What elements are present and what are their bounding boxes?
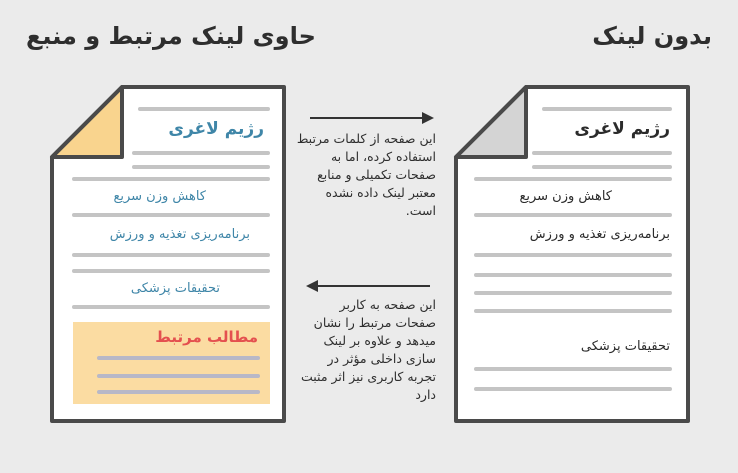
plain-item-1: کاهش وزن سریع xyxy=(519,189,612,204)
page-fold-corner xyxy=(456,87,526,157)
text-line xyxy=(474,387,672,391)
plain-item-2: برنامه‌ریزی تغذیه و ورزش xyxy=(529,227,670,242)
text-line xyxy=(474,309,672,313)
text-line xyxy=(138,107,270,111)
text-line xyxy=(72,213,270,217)
text-line xyxy=(542,107,672,111)
document-without-links xyxy=(452,85,692,425)
related-link-line[interactable] xyxy=(97,374,260,378)
plain-item-3: تحقیقات پزشکی xyxy=(580,339,670,354)
text-line xyxy=(132,151,270,155)
link-item-2[interactable]: برنامه‌ریزی تغذیه و ورزش xyxy=(109,227,250,242)
link-item-3[interactable]: تحقیقات پزشکی xyxy=(130,281,220,296)
page-fold-corner xyxy=(52,87,122,157)
related-posts-box xyxy=(73,322,270,404)
text-line xyxy=(532,151,672,155)
related-link-line[interactable] xyxy=(97,356,260,360)
doc-title: رژیم لاغری xyxy=(574,119,670,139)
doc-title: رژیم لاغری xyxy=(168,119,264,139)
text-line xyxy=(474,273,672,277)
text-line xyxy=(532,165,672,169)
text-line xyxy=(474,177,672,181)
text-line xyxy=(72,177,270,181)
arrow-right-icon xyxy=(308,110,436,126)
text-line xyxy=(132,165,270,169)
text-line xyxy=(474,291,672,295)
text-line xyxy=(474,253,672,257)
arrow-left-icon xyxy=(304,278,432,294)
text-line xyxy=(72,253,270,257)
related-posts-title[interactable]: مطالب مرتبط xyxy=(155,328,258,346)
related-link-line[interactable] xyxy=(97,390,260,394)
text-line xyxy=(72,305,270,309)
note-without-links: این صفحه از کلمات مرتبط استفاده کرده، اما به صفحات تکمیلی و منابع معتبر لینک داده نشده است. xyxy=(296,131,436,218)
heading-without-links: بدون لینک xyxy=(592,22,712,50)
note-with-links: این صفحه به کاربر صفحات مرتبط را نشان میدهد و علاوه بر لینک سازی داخلی مؤثر در تجربه کاربری نیز اثر مثبت دارد xyxy=(301,297,436,402)
link-item-1[interactable]: کاهش وزن سریع xyxy=(113,189,206,204)
text-line xyxy=(474,367,672,371)
text-line xyxy=(474,213,672,217)
text-line xyxy=(72,269,270,273)
heading-with-links: حاوی لینک مرتبط و منبع xyxy=(26,22,316,50)
document-with-links xyxy=(48,85,288,425)
